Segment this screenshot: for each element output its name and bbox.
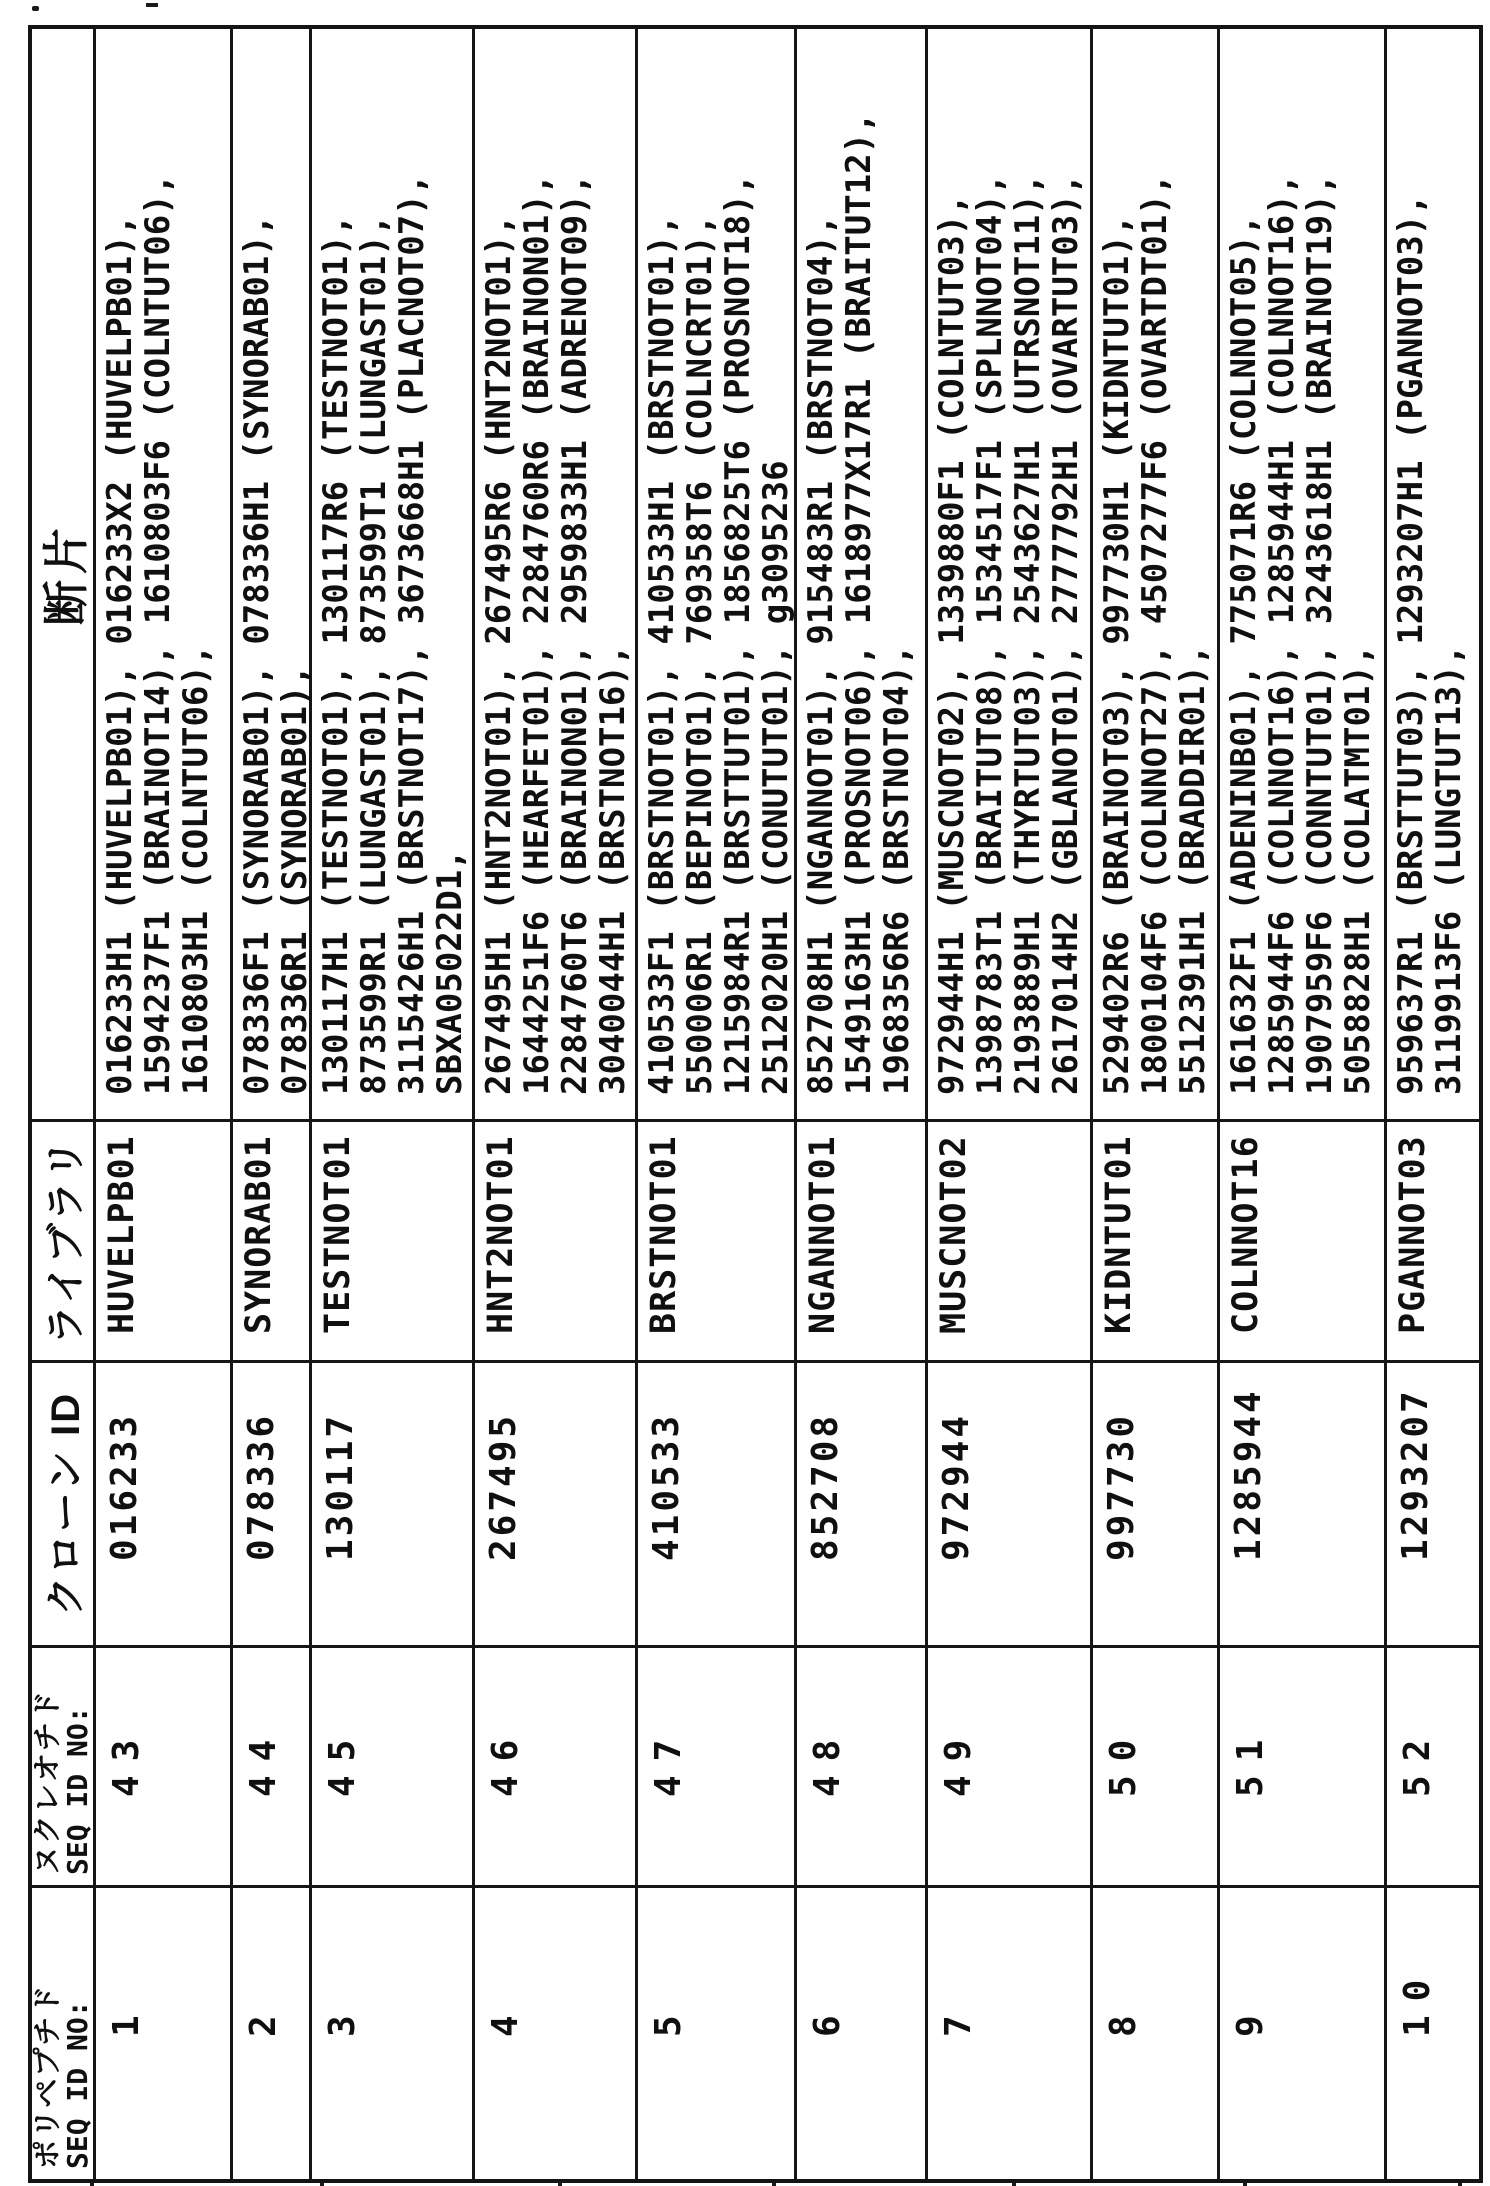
fragment-line: 2512020H1 (CONUTUT01), g3095236	[756, 460, 796, 1095]
fragment-line: 1800104F6 (COLNNOT27), 4507277F6 (OVARTDT01),	[1135, 173, 1175, 1095]
cell-polypeptide-seq	[233, 1885, 309, 2179]
table-row	[96, 29, 233, 2179]
nucleotide-seq-value: 51	[1230, 1725, 1271, 1797]
cell-clone-id	[1220, 1360, 1384, 1645]
table-header-row	[32, 29, 96, 2179]
header-clone-id-label: クローン ID	[44, 1391, 88, 1617]
cell-polypeptide-seq	[96, 1885, 230, 2179]
fragment-line: 873599R1 (LUNGAST01), 873599T1 (LUNGAST01),	[354, 214, 394, 1095]
fragment-line: 1968356R6 (BRSTNOT04),	[877, 644, 917, 1095]
nucleotide-seq-value: 50	[1103, 1725, 1144, 1797]
clone-id-value: 130117	[320, 1412, 361, 1561]
fragment-line: 529402R6 (BRAINOT03), 997730H1 (KIDNTUT01),	[1097, 214, 1137, 1095]
header-fragment	[32, 29, 93, 1119]
header-nucleotide-label-en: SEQ ID NO:	[60, 1706, 94, 1875]
cell-polypeptide-seq	[1387, 1885, 1479, 2179]
table-row	[312, 29, 475, 2179]
fragment-line: 1285944F6 (COLNNOT16), 1285944H1 (COLNNOT16),	[1262, 173, 1302, 1095]
cell-clone-id	[797, 1360, 925, 1645]
cell-clone-id	[475, 1360, 635, 1645]
fragment-line: 2617014H2 (GBLANOT01), 2777792H1 (OVARTUT03),	[1046, 173, 1086, 1095]
header-nucleotide-seq-id	[32, 1645, 93, 1885]
nucleotide-seq-value: 46	[485, 1725, 526, 1797]
header-fragment-label: 断片	[39, 522, 92, 626]
polypeptide-seq-value: 3	[322, 2001, 363, 2037]
fragment-line: 161632F1 (ADENINB01), 775071R6 (COLNNOT05),	[1224, 214, 1264, 1095]
polypeptide-seq-value: 9	[1230, 2001, 1271, 2037]
cell-polypeptide-seq	[638, 1885, 794, 2179]
cell-fragment	[1220, 29, 1384, 1119]
fragment-line: 852708H1 (NGANNOT01), 915483R1 (BRSTNOT04),	[801, 214, 841, 1095]
cell-nucleotide-seq	[1093, 1645, 1217, 1885]
clone-id-value: 016233	[104, 1412, 145, 1561]
table-row	[797, 29, 928, 2179]
cell-polypeptide-seq	[475, 1885, 635, 2179]
cell-fragment	[797, 29, 925, 1119]
cell-fragment	[312, 29, 472, 1119]
header-polypeptide-seq-id	[32, 1885, 93, 2179]
fragment-line: 1644251F6 (HEARFET01), 2284760R6 (BRAINON01),	[517, 173, 557, 1095]
library-value: TESTNOT01	[318, 1135, 358, 1334]
header-library-label: ライブラリ	[44, 1137, 88, 1345]
cell-nucleotide-seq	[1387, 1645, 1479, 1885]
cell-nucleotide-seq	[797, 1645, 925, 1885]
polypeptide-seq-value: 6	[807, 2001, 848, 2037]
clone-id-value: 1285944	[1228, 1388, 1269, 1561]
nucleotide-seq-value: 49	[938, 1725, 979, 1797]
polypeptide-seq-value: 4	[485, 2001, 526, 2037]
fragment-line: 130117H1 (TESTNOT01), 130117R6 (TESTNOT01),	[316, 214, 356, 1095]
header-polypeptide-label-en: SEQ ID NO:	[60, 2000, 94, 2169]
cell-library	[233, 1119, 309, 1360]
library-value: HUVELPB01	[102, 1135, 142, 1334]
cell-fragment	[928, 29, 1090, 1119]
fragment-line: 972944H1 (MUSCNOT02), 1339880F1 (COLNTUT03),	[932, 194, 972, 1095]
cell-nucleotide-seq	[312, 1645, 472, 1885]
clone-id-value: 1293207	[1395, 1388, 1436, 1561]
cell-library	[1093, 1119, 1217, 1360]
cell-polypeptide-seq	[797, 1885, 925, 2179]
nucleotide-seq-value: 52	[1397, 1725, 1438, 1797]
header-nucleotide-label-jp: ヌクレオチド	[31, 1688, 64, 1875]
fragment-line: 1907959F6 (CONNTUT01), 3243618H1 (BRAINOT19),	[1300, 173, 1340, 1095]
library-value: PGANNOT03	[1393, 1135, 1433, 1334]
library-value: HNT2NOT01	[481, 1135, 521, 1334]
fragment-line: 5058828H1 (COLATMT01),	[1338, 644, 1378, 1095]
polypeptide-seq-value: 7	[938, 2001, 979, 2037]
clone-id-value: 852708	[805, 1412, 846, 1561]
cell-nucleotide-seq	[638, 1645, 794, 1885]
fragment-line: 1215984R1 (BRSTTUT01), 1856825T6 (PROSNOT18),	[718, 173, 758, 1095]
cell-library	[638, 1119, 794, 1360]
fragment-line: 267495H1 (HNT2NOT01), 267495R6 (HNT2NOT01),	[479, 214, 519, 1095]
clone-id-value: 267495	[483, 1412, 524, 1561]
library-value: KIDNTUT01	[1099, 1135, 1139, 1334]
nucleotide-seq-value: 48	[807, 1725, 848, 1797]
cell-fragment	[1387, 29, 1479, 1119]
nucleotide-seq-value: 44	[243, 1725, 284, 1797]
scan-artifact-dot	[32, 6, 39, 11]
table-row	[1387, 29, 1479, 2179]
fragment-line: 3040044H1 (BRSTNOT16),	[593, 644, 633, 1095]
cell-polypeptide-seq	[1220, 1885, 1384, 2179]
cell-clone-id	[1387, 1360, 1479, 1645]
polypeptide-seq-value: 8	[1103, 2001, 1144, 2037]
cell-library	[312, 1119, 472, 1360]
table-row	[1220, 29, 1387, 2179]
cell-nucleotide-seq	[1220, 1645, 1384, 1885]
fragment-line: 3119913F6 (LUNGTUT13),	[1429, 644, 1469, 1095]
cell-library	[797, 1119, 925, 1360]
cell-library	[1220, 1119, 1384, 1360]
nucleotide-seq-value: 43	[106, 1725, 147, 1797]
table-row	[233, 29, 315, 2179]
cell-clone-id	[928, 1360, 1090, 1645]
fragment-line: 550006R1 (BEPINOT01), 769358T6 (COLNCRT01),	[680, 214, 720, 1095]
cell-fragment	[96, 29, 230, 1119]
sequence-id-table	[28, 25, 1483, 2183]
fragment-line: 016233H1 (HUVELPB01), 016233X2 (HUVELPB01),	[100, 214, 140, 1095]
fragment-line: 1549163H1 (PROSNOT06), 1618977X17R1 (BRAITUT12),	[839, 112, 879, 1095]
library-value: NGANNOT01	[803, 1135, 843, 1334]
header-clone-id	[32, 1360, 93, 1645]
cell-library	[928, 1119, 1090, 1360]
cell-fragment	[638, 29, 794, 1119]
fragment-line: 959637R1 (BRSTTUT03), 1293207H1 (PGANNOT03),	[1391, 194, 1431, 1095]
cell-clone-id	[96, 1360, 230, 1645]
library-value: BRSTNOT01	[644, 1135, 684, 1334]
clone-id-value: 972944	[936, 1412, 977, 1561]
table-row	[928, 29, 1093, 2179]
fragment-line: 078336R1 (SYNORAB01),	[275, 665, 315, 1095]
cell-clone-id	[1093, 1360, 1217, 1645]
fragment-line: 078336F1 (SYNORAB01), 078336H1 (SYNORAB01),	[237, 214, 277, 1095]
table-row	[1093, 29, 1220, 2179]
fragment-line: 410533F1 (BRSTNOT01), 410533H1 (BRSTNOT01),	[642, 214, 682, 1095]
cell-fragment	[233, 29, 315, 1119]
clone-id-value: 997730	[1101, 1412, 1142, 1561]
rotated-table-region	[28, 25, 1483, 2183]
table-row	[638, 29, 797, 2179]
cell-library	[1387, 1119, 1479, 1360]
cell-polypeptide-seq	[312, 1885, 472, 2179]
polypeptide-seq-value: 10	[1397, 1965, 1438, 2037]
clone-id-value: 410533	[646, 1412, 687, 1561]
fragment-line: 2193889H1 (THYRTUT03), 2543627H1 (UTRSNOT11),	[1008, 173, 1048, 1095]
cell-library	[96, 1119, 230, 1360]
clone-id-value: 078336	[241, 1412, 282, 1561]
cell-nucleotide-seq	[233, 1645, 309, 1885]
scan-artifact-dash	[146, 3, 158, 7]
cell-fragment	[475, 29, 635, 1119]
cell-polypeptide-seq	[928, 1885, 1090, 2179]
library-value: SYNORAB01	[239, 1135, 279, 1334]
nucleotide-seq-value: 45	[322, 1725, 363, 1797]
cell-fragment	[1093, 29, 1217, 1119]
nucleotide-seq-value: 47	[648, 1725, 689, 1797]
fragment-line: 1610803H1 (COLNTUT06),	[176, 644, 216, 1095]
cell-nucleotide-seq	[928, 1645, 1090, 1885]
fragment-line: 1398783T1 (BRAITUT08), 1534517F1 (SPLNNOT04),	[970, 173, 1010, 1095]
cell-nucleotide-seq	[475, 1645, 635, 1885]
polypeptide-seq-value: 1	[106, 2001, 147, 2037]
fragment-line: 1594237F1 (BRAINOT14), 1610803F6 (COLNTUT06),	[138, 173, 178, 1095]
library-value: MUSCNOT02	[934, 1135, 974, 1334]
header-library	[32, 1119, 93, 1360]
library-value: COLNNOT16	[1226, 1135, 1266, 1334]
fragment-line: 5512391H1 (BRADDIR01),	[1173, 644, 1213, 1095]
fragment-line: 2284760T6 (BRAINON01), 2959833H1 (ADRENOT09),	[555, 173, 595, 1095]
header-polypeptide-label-jp: ポリペプチド	[31, 1983, 64, 2169]
cell-library	[475, 1119, 635, 1360]
polypeptide-seq-value: 5	[648, 2001, 689, 2037]
cell-clone-id	[233, 1360, 309, 1645]
fragment-line: 3115426H1 (BRSTNOT17), 3673668H1 (PLACNOT07),	[392, 173, 432, 1095]
cell-clone-id	[638, 1360, 794, 1645]
table-row	[475, 29, 638, 2179]
cell-polypeptide-seq	[1093, 1885, 1217, 2179]
cell-nucleotide-seq	[96, 1645, 230, 1885]
fragment-line: SBXA05022D1,	[430, 849, 470, 1095]
polypeptide-seq-value: 2	[243, 2001, 284, 2037]
cell-clone-id	[312, 1360, 472, 1645]
